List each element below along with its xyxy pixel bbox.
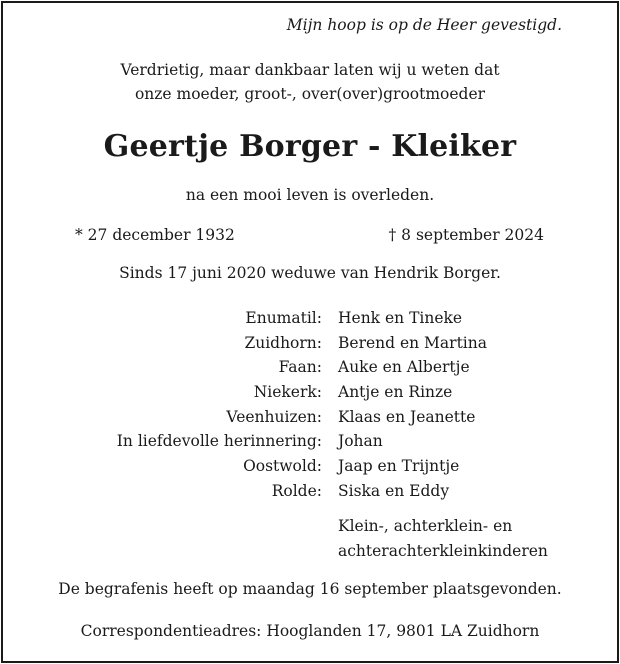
family-names: Jaap en Trijntje <box>338 457 460 476</box>
family-names: Henk en Tineke <box>338 309 463 327</box>
widow-text: Sinds 17 juni 2020 weduwe van Hendrik Borger. <box>119 264 501 282</box>
family-row <box>0 429 620 454</box>
grandchildren-line-1: Klein-, achterklein- en <box>338 517 513 535</box>
intro-text <box>0 58 620 106</box>
family-place: Veenhuizen: <box>226 407 322 426</box>
birth-date: * 27 december 1932 <box>75 226 235 244</box>
family-names: Siska en Eddy <box>338 481 450 500</box>
family-place: Enumatil: <box>245 309 322 327</box>
family-row <box>0 405 620 430</box>
family-row <box>0 380 620 405</box>
grandchildren-line-2: achterachterkleinkinderen <box>338 542 548 560</box>
family-place: Faan: <box>278 358 322 377</box>
family-row <box>0 454 620 479</box>
death-date: † 8 september 2024 <box>388 226 544 244</box>
motto: Mijn hoop is op de Heer gevestigd. <box>286 16 562 34</box>
family-place: Rolde: <box>271 481 322 500</box>
family-place: Oostwold: <box>243 457 322 476</box>
family-names: Klaas en Jeanette <box>338 407 476 426</box>
family-names: Auke en Albertje <box>338 358 470 377</box>
grandchildren-text <box>338 514 548 564</box>
funeral-text: De begrafenis heeft op maandag 16 september plaatsgevonden. <box>58 580 562 598</box>
family-row <box>0 331 620 356</box>
family-names: Berend en Martina <box>338 333 487 352</box>
passed-text: na een mooi leven is overleden. <box>185 186 435 204</box>
family-row <box>0 306 620 331</box>
intro-line-2: onze moeder, groot-, over(over)grootmoeder <box>134 85 486 103</box>
deceased-name: Geertje Borger - Kleiker <box>103 129 517 164</box>
family-row <box>0 355 620 380</box>
family-row <box>0 479 620 504</box>
family-names: Johan <box>338 432 383 451</box>
family-place: In liefdevolle herinnering: <box>116 432 322 451</box>
family-place: Zuidhorn: <box>244 333 322 352</box>
family-names: Antje en Rinze <box>338 383 453 402</box>
correspondence-address: Correspondentieadres: Hooglanden 17, 9801 LA Zuidhorn <box>80 622 540 640</box>
family-list <box>0 306 620 504</box>
intro-line-1: Verdrietig, maar dankbaar laten wij u weten dat <box>120 61 500 79</box>
family-place: Niekerk: <box>253 383 322 402</box>
